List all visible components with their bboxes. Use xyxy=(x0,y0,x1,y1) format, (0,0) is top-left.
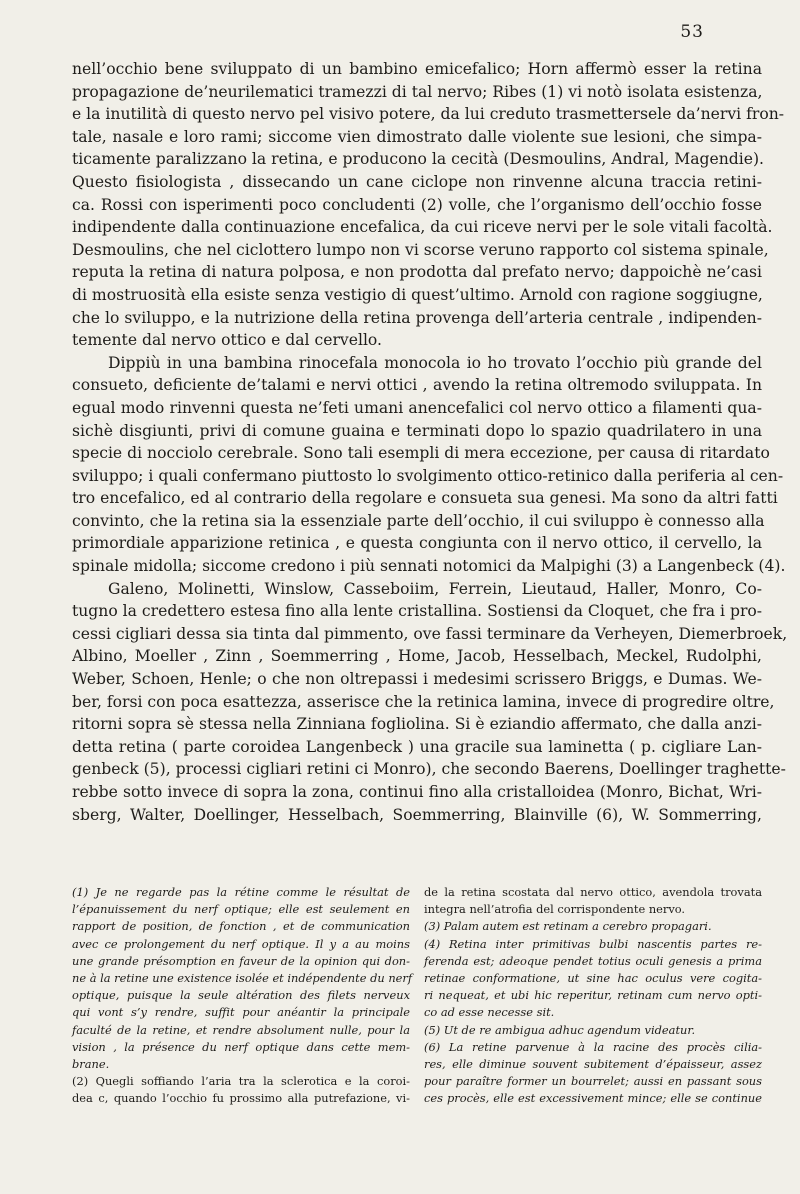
footnotes-right-column xyxy=(424,884,762,1108)
footnote-line: qui vont s’y rendre, suffit pour anéantir la principale xyxy=(72,1005,410,1020)
footnote-line: optique, puisque la seule altération des filets nerveux xyxy=(72,988,410,1003)
footnote-line: (1) Je ne regarde pas la rétine comme le résultat de xyxy=(72,885,410,899)
text-line: sberg, Walter, Doellinger, Hesselbach, Soemmerring, Blainville (6), W. Sommerring, xyxy=(72,805,762,824)
footnote-line: ferenda est; adeoque pendet totius oculi genesis a prima xyxy=(424,953,762,968)
text-line: nell’occhio bene sviluppato di un bambino emicefalico; Horn affermò esser la retina xyxy=(72,60,762,78)
text-line: cessi cigliari dessa sia tinta dal pimmento, ove fassi terminare da Verheyen, Diemerbroek, xyxy=(72,624,788,643)
text-line: tale, nasale e loro rami; siccome vien dimostrato dalle violente sue lesioni, che simpa- xyxy=(72,127,762,146)
footnote-line: ne à la retine une existence isolée et indépendente du nerf xyxy=(72,971,413,986)
paragraph-1 xyxy=(72,58,785,352)
text-line: tro encefalico, ed al contrario della regolare e consueta sua genesi. Ma sono da altri fatti xyxy=(72,489,778,508)
text-line: consueto, deficiente de’talami e nervi ottici , avendo la retina oltremodo sviluppata. In xyxy=(72,376,762,395)
footnotes xyxy=(72,884,762,1108)
main-text xyxy=(72,58,788,826)
page-number: 53 xyxy=(680,22,704,42)
text-line: egual modo rinvenni questa ne’feti umani anencefalici col nervo ottico a filamenti qua- xyxy=(72,398,762,417)
footnote-line: res, elle diminue souvent subitement d’épaisseur, assez xyxy=(424,1057,762,1072)
footnote-line: avec ce prolongement du nerf optique. Il y a au moins xyxy=(72,936,410,951)
footnote-line: de la retina scostata dal nervo ottico, avendola trovata xyxy=(424,885,762,899)
text-line: spinale midolla; siccome credono i più sennati notomici da Malpighi (3) a Langenbeck (4). xyxy=(72,557,786,576)
text-line: e la inutilità di questo nervo pel visivo potere, da lui creduto trasmettersele da’nervi fron- xyxy=(72,105,785,124)
text-line: sviluppo; i quali confermano piuttosto lo svolgimento ottico-retinico dalla periferia al cen- xyxy=(72,466,784,485)
text-line: sichè disgiunti, privi di comune guaina e terminati dopo lo spazio quadrilatero in una xyxy=(72,421,762,440)
footnote-line: brane. xyxy=(72,1057,110,1072)
footnotes-left-column xyxy=(72,884,413,1108)
text-line: Weber, Schoen, Henle; o che non oltrepassi i medesimi scrissero Briggs, e Dumas. We- xyxy=(72,670,762,689)
text-line: primordiale apparizione retinica , e questa congiunta con il nervo ottico, il cervello, la xyxy=(72,534,762,553)
text-line: Dippiù in una bambina rinocefala monocola io ho trovato l’occhio più grande del xyxy=(108,353,762,372)
text-line: Desmoulins, che nel ciclottero lumpo non vi scorse veruno rapporto col sistema spinale, xyxy=(72,240,769,259)
footnote-line: (6) La retine parvenue à la racine des procès cilia- xyxy=(424,1039,762,1054)
text-line: che lo sviluppo, e la nutrizione della retina provenga dell’arteria centrale , indipenden- xyxy=(72,308,762,327)
text-line: ritorni sopra sè stessa nella Zinniana fogliolina. Si è eziandio affermato, che dalla anzi- xyxy=(72,715,762,734)
text-line: rebbe sotto invece di sopra la zona, continui fino alla cristalloidea (Monro, Bichat, Wri- xyxy=(72,783,762,801)
footnote-line: (5) Ut de re ambigua adhuc agendum videatur. xyxy=(424,1022,696,1037)
text-line: genbeck (5), processi cigliari retini ci Monro), che secondo Baerens, Doellinger traghette- xyxy=(72,760,786,779)
text-line: ca. Rossi con isperimenti poco concludenti (2) volle, che l’organismo dell’occhio fosse xyxy=(72,195,762,214)
footnote-line: (4) Retina inter primitivas bulbi nascentis partes re- xyxy=(424,936,762,951)
footnote-line: vision , la présence du nerf optique dans cette mem- xyxy=(72,1039,410,1054)
text-line: temente dal nervo ottico e dal cervello. xyxy=(72,331,383,350)
text-line: ticamente paralizzano la retina, e producono la cecità (Desmoulins, Andral, Magendie). xyxy=(72,150,764,169)
footnote-line: co ad esse necesse sit. xyxy=(424,1005,555,1020)
text-line: di mostruosità ella esiste senza vestigio di quest’ultimo. Arnold con ragione soggiugne, xyxy=(72,285,763,304)
footnote-line: integra nell’atrofia del corrispondente nervo. xyxy=(424,902,686,917)
text-line: indipendente dalla continuazione encefalica, da cui riceve nervi per le sole vitali facoltà. xyxy=(72,218,773,237)
text-line: propagazione de’neurilematici tramezzi di tal nervo; Ribes (1) vi notò isolata esistenza, xyxy=(72,82,763,101)
paragraph-3 xyxy=(72,578,788,827)
text-line: detta retina ( parte coroidea Langenbeck ) una gracile sua laminetta ( p. cigliare Lan- xyxy=(72,737,762,756)
text-line: Questo fisiologista , dissecando un cane ciclope non rinvenne alcuna traccia retini- xyxy=(72,172,762,191)
footnote-line: dea c, quando l’occhio fu prossimo alla putrefazione, vi- xyxy=(72,1091,410,1106)
footnote-line: rapport de position, de fonction , et de communication xyxy=(72,919,410,934)
footnote-line: l’épanuissement du nerf optique; elle est seulement en xyxy=(72,902,410,917)
footnote-line: ces procès, elle est excessivement mince; elle se continue xyxy=(424,1091,762,1106)
footnote-line: (3) Palam autem est retinam a cerebro propagari. xyxy=(424,919,712,934)
text-line: reputa la retina di natura polposa, e non prodotta dal prefato nervo; dappoichè ne’casi xyxy=(72,263,762,282)
footnote-line: pour paraître former un bourrelet; aussi en passant sous xyxy=(424,1074,762,1089)
paragraph-2 xyxy=(72,352,786,578)
text-line: ber, forsi con poca esattezza, asserisce che la retinica lamina, invece di progredire oltre, xyxy=(72,692,775,711)
text-line: Galeno, Molinetti, Winslow, Casseboiim, Ferrein, Lieutaud, Haller, Monro, Co- xyxy=(108,579,762,598)
text-line: convinto, che la retina sia la essenziale parte dell’occhio, il cui sviluppo è connesso alla xyxy=(72,511,765,530)
footnote-line: ri nequeat, et ubi hic reperitur, retinam cum nervo opti- xyxy=(424,988,762,1003)
text-line: specie di nocciolo cerebrale. Sono tali esempli di mera eccezione, per causa di ritardato xyxy=(72,444,770,463)
footnote-line: retinae conformatione, ut sine hac oculus vere cogita- xyxy=(424,971,762,986)
text-line: Albino, Moeller , Zinn , Soemmerring , Home, Jacob, Hesselbach, Meckel, Rudolphi, xyxy=(72,647,762,666)
footnote-line: faculté de la retine, et rendre absolument nulle, pour la xyxy=(72,1022,410,1037)
footnote-line: (2) Quegli soffiando l’aria tra la sclerotica e la coroi- xyxy=(72,1074,410,1089)
text-line: tugno la credettero estesa fino alla lente cristallina. Sostiensi da Cloquet, che fra i pro- xyxy=(72,602,763,621)
footnote-line: une grande présomption en faveur de la opinion qui don- xyxy=(72,953,410,968)
